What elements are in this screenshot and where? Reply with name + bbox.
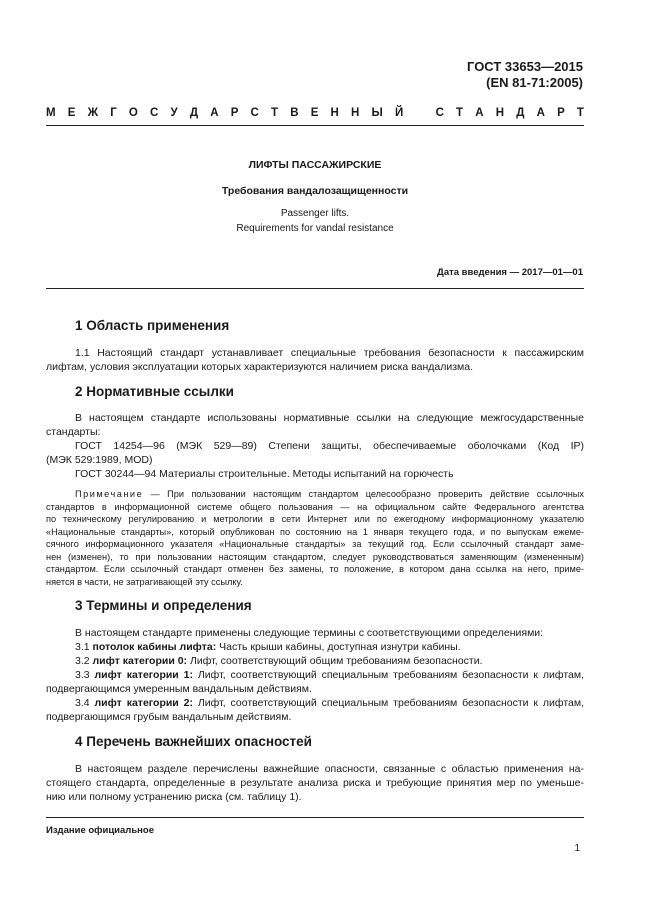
banner-gap <box>415 107 423 119</box>
banner-letter: В <box>290 107 299 119</box>
banner-letter: Е <box>67 107 76 119</box>
term-name: потолок кабины лифта: <box>92 641 217 653</box>
introduction-date: Дата введения — 2017—01—01 <box>437 267 583 278</box>
banner-letter: Т <box>576 107 584 119</box>
banner-letter: Д <box>189 107 199 119</box>
banner-letter: С <box>150 107 159 119</box>
header-rule <box>46 125 584 126</box>
section-3-intro: В настоящем стандарте применены следующие термины с соответствующими определениями: <box>75 627 544 639</box>
section-4-line-2: стоящего стандарта, определенные в результате анализа риска и требующие принятия мер по уменьше- <box>46 777 584 789</box>
banner-letter: Р <box>230 107 239 119</box>
term-number: 3.1 <box>75 641 93 653</box>
section-2-para-line-2: стандарты: <box>46 426 101 438</box>
reference-gost-14254-cont: (МЭК 529:1989, MOD) <box>46 454 153 466</box>
term-3-3 <box>46 668 584 682</box>
banner-letter: С <box>250 107 259 119</box>
term-definition: Лифт, соответствующий специальным требованиям безопасности к лифтам, <box>193 697 584 709</box>
reference-gost-14254: ГОСТ 14254—96 (МЭК 529—89) Степени защиты, обеспечиваемые оболочками (Код IP) <box>75 440 584 452</box>
section-1-heading: 1 Область применения <box>75 318 230 333</box>
gost-number-block <box>467 59 583 91</box>
en-standard-number: (EN 81-71:2005) <box>486 75 583 90</box>
banner-letter: С <box>435 107 444 119</box>
english-title <box>46 206 584 236</box>
note-line-2: стандартов в информационной системе общего пользования — на официальном сайте Федерального агентства <box>46 501 584 512</box>
banner-letter: Д <box>516 107 525 119</box>
banner-letter: Н <box>351 107 360 119</box>
banner-letter: Т <box>456 107 464 119</box>
banner-letter: Г <box>110 107 117 119</box>
section-1-para-line-1: 1.1 Настоящий стандарт устанавливает специальные требования безопасности к пассажирским <box>75 347 584 359</box>
term-definition: Лифт, соответствующий общим требованиям безопасности. <box>187 655 483 667</box>
banner-letter: Ы <box>371 107 383 119</box>
term-3-4 <box>46 696 584 710</box>
banner-letter: Ж <box>87 107 99 119</box>
interstate-standard-banner <box>46 107 584 119</box>
note-line-3: по техническому регулированию и метрологии в сети Интернет или по ежегодному информационному указателю <box>46 514 584 524</box>
note-line-4: «Национальные стандарты», который опубликован по состоянию на 1 января текущего года, и по выпускам ежеме- <box>46 526 584 537</box>
term-number: 3.4 <box>75 697 95 709</box>
footer-rule <box>46 817 584 818</box>
banner-letter: М <box>46 107 56 119</box>
note-line-7: стандартом. Если ссылочный стандарт отменен без замены, то положение, в котором дана ссылка на него, приме- <box>46 564 584 574</box>
term-3-3-cont: подвергающимся умеренным вандальным действиям. <box>46 683 312 695</box>
note-line-5: сячного информационного указателя «Национальные стандарты» за текущий год. Если ссылочный стандарт заме- <box>46 539 584 549</box>
english-title-line-1: Passenger lifts. <box>280 208 350 219</box>
note-line-6: нен (изменен), то при пользовании настоящим стандартом, следует руководствоваться заменяющим (измененным) <box>46 551 584 562</box>
note-label: Примечание <box>75 489 144 499</box>
term-3-1 <box>46 640 584 654</box>
term-definition: Лифт, соответствующий специальным требованиям безопасности к лифтам, <box>193 669 584 681</box>
banner-letter: Р <box>557 107 565 119</box>
banner-letter: Е <box>310 107 319 119</box>
section-2-para-line-1: В настоящем стандарте использованы нормативные ссылки на следующие межгосударственные <box>75 412 584 424</box>
note-line-1-text: — При пользовании настоящим стандартом целесообразно проверить действие ссылочных <box>143 489 584 499</box>
section-3-heading: 3 Термины и определения <box>75 598 252 613</box>
term-3-4-cont: подвергающимся грубым вандальным действиям. <box>46 711 292 723</box>
section-1-para-line-2: лифтам, условия эксплуатации которых характеризуются наличием риска вандализма. <box>46 361 474 373</box>
document-subtitle: Требования вандалозащищенности <box>221 185 409 197</box>
banner-letter: Й <box>394 107 404 119</box>
gost-number: ГОСТ 33653—2015 <box>467 59 583 74</box>
title-rule <box>46 288 584 289</box>
term-definition: Часть крыши кабины, доступная изнутри кабины. <box>216 641 461 653</box>
banner-letter: Т <box>271 107 279 119</box>
term-name: лифт категории 2: <box>94 697 194 709</box>
banner-letter: А <box>210 107 219 119</box>
banner-letter: У <box>170 107 178 119</box>
note-line-1 <box>46 488 584 501</box>
banner-letter: А <box>475 107 484 119</box>
section-2-note <box>46 488 584 588</box>
term-3-2 <box>46 654 584 668</box>
banner-letter: О <box>128 107 138 119</box>
page-number: 1 <box>574 843 580 854</box>
section-4-line-1: В настоящем разделе перечислены важнейшие опасности, связанные с областью применения на- <box>75 763 584 775</box>
term-name: лифт категории 1: <box>94 669 194 681</box>
section-2-heading: 2 Нормативные ссылки <box>75 384 234 399</box>
term-name: лифт категории 0: <box>92 655 188 667</box>
official-edition-label: Издание официальное <box>46 825 154 836</box>
note-line-8: няется в части, не затрагивающей эту ссылку. <box>46 576 243 587</box>
document-title: ЛИФТЫ ПАССАЖИРСКИЕ <box>248 159 382 171</box>
section-4-heading: 4 Перечень важнейших опасностей <box>75 734 312 749</box>
term-number: 3.2 <box>75 655 93 667</box>
term-number: 3.3 <box>75 669 95 681</box>
reference-gost-30244: ГОСТ 30244—94 Материалы строительные. Методы испытаний на горючесть <box>75 468 454 480</box>
section-4-line-3: нию или полному устранению риска (см. таблицу 1). <box>46 791 302 803</box>
banner-letter: Н <box>330 107 339 119</box>
english-title-line-2: Requirements for vandal resistance <box>236 223 394 234</box>
banner-letter: Н <box>495 107 505 119</box>
banner-letter: А <box>536 107 545 119</box>
